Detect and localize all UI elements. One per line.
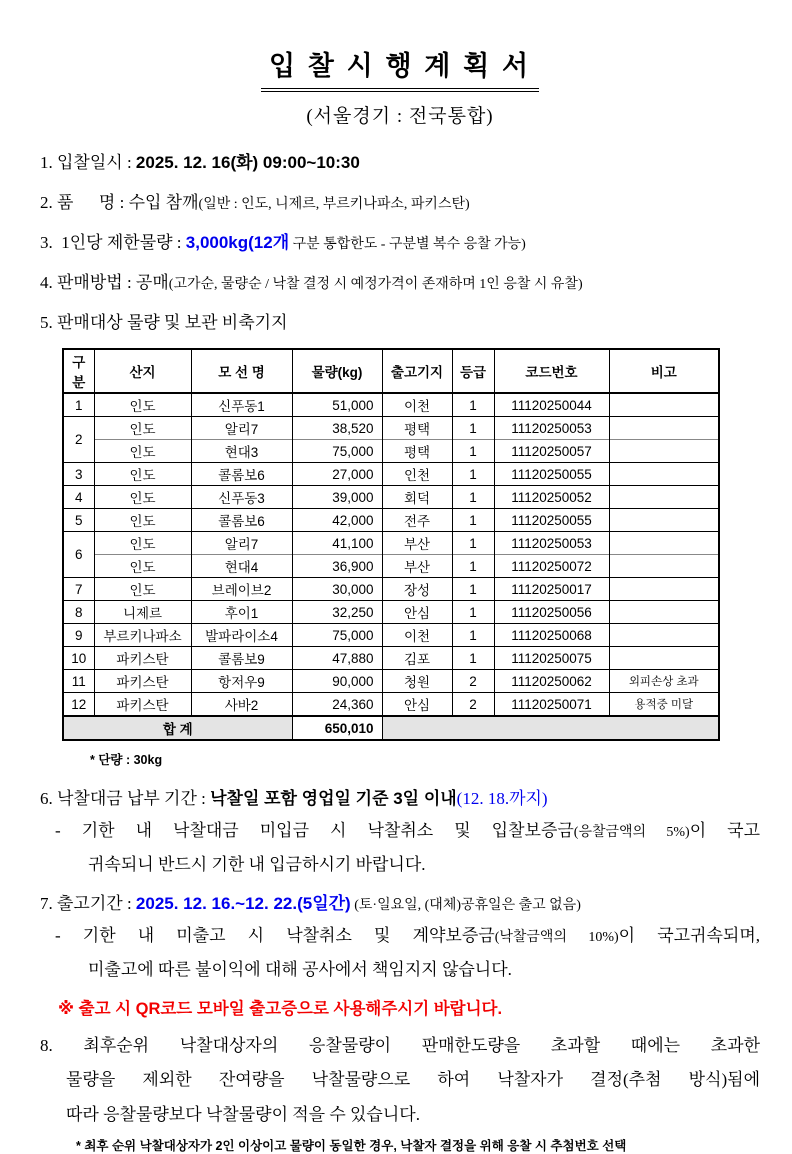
page-subtitle: (서울경기 : 전국통합): [306, 106, 494, 127]
cell-origin: 파키스탄: [94, 647, 191, 670]
total-row: [63, 716, 719, 740]
cell-vessel: 현대3: [191, 440, 292, 463]
numbered-list: [40, 148, 760, 333]
cell-origin: 인도: [94, 393, 191, 417]
cell-gubun: 9: [63, 624, 94, 647]
cell-note: [609, 532, 719, 555]
cell-gubun: 10: [63, 647, 94, 670]
cell-code: 11120250053: [494, 417, 609, 440]
col-header-grade: 등급: [452, 349, 494, 393]
item1-label: 1. 입찰일시 :: [40, 153, 136, 172]
item8-line3: 따라 응찰물량보다 낙찰물량이 적을 수 있습니다.: [66, 1104, 420, 1124]
item7-sub-post: 이 국고귀속되며,: [618, 926, 760, 946]
cell-note: 용적중 미달: [609, 693, 719, 717]
plan-table: [62, 348, 720, 741]
total-qty-cell: 650,010: [292, 716, 382, 740]
table-row: [63, 486, 719, 509]
cell-note: [609, 624, 719, 647]
item6-label: 6. 낙찰대금 납부 기간 :: [40, 789, 211, 808]
cell-origin: 인도: [94, 509, 191, 532]
table-row: [63, 624, 719, 647]
cell-gubun: 11: [63, 670, 94, 693]
cell-code: 11120250072: [494, 555, 609, 578]
item7-sub-line2: 미출고에 따른 불이익에 대해 공사에서 책임지지 않습니다.: [88, 959, 512, 979]
cell-code: 11120250068: [494, 624, 609, 647]
item3-highlight: 3,000kg(12개: [185, 233, 290, 252]
cell-grade: 1: [452, 463, 494, 486]
item7-sub-paren: (낙찰금액의 10%): [494, 930, 619, 946]
cell-origin: 인도: [94, 440, 191, 463]
cell-depot: 회덕: [382, 486, 452, 509]
cell-qty: 47,880: [292, 647, 382, 670]
total-empty-cell: [382, 716, 719, 740]
col-header-gubun: 구분: [63, 349, 94, 393]
cell-grade: 1: [452, 440, 494, 463]
table-row: [63, 509, 719, 532]
cell-gubun: 7: [63, 578, 94, 601]
cell-note: [609, 601, 719, 624]
table-row: [63, 601, 719, 624]
item7-sub-pre: - 기한 내 미출고 시 낙찰취소 및 계약보증금: [55, 926, 495, 946]
cell-grade: 1: [452, 624, 494, 647]
col-header-code: 코드번호: [494, 349, 609, 393]
cell-gubun: 6: [63, 532, 94, 578]
cell-note: [609, 486, 719, 509]
item7-dates: 2025. 12. 16.~12. 22.(5일간): [135, 894, 351, 914]
table-row: [63, 578, 719, 601]
cell-note: 외피손상 초과: [609, 670, 719, 693]
cell-grade: 2: [452, 670, 494, 693]
item-limit-per-person: [40, 228, 760, 253]
cell-vessel: 알리7: [191, 417, 292, 440]
cell-depot: 청원: [382, 670, 452, 693]
cell-qty: 36,900: [292, 555, 382, 578]
table-row: [63, 463, 719, 486]
cell-grade: 1: [452, 555, 494, 578]
cell-grade: 1: [452, 532, 494, 555]
item6-sub-pre: - 기한 내 낙찰대금 미입금 시 낙찰취소 및 입찰보증금: [55, 821, 574, 840]
lower-sections: [40, 784, 760, 1154]
cell-depot: 이천: [382, 624, 452, 647]
cell-qty: 90,000: [292, 670, 382, 693]
cell-origin: 부르키나파소: [94, 624, 191, 647]
cell-grade: 2: [452, 693, 494, 717]
item-sale-method: [40, 268, 760, 293]
cell-note: [609, 647, 719, 670]
cell-vessel: 항저우9: [191, 670, 292, 693]
table-row: [63, 532, 719, 555]
cell-depot: 장성: [382, 578, 452, 601]
cell-grade: 1: [452, 647, 494, 670]
cell-grade: 1: [452, 486, 494, 509]
plan-table-body: [63, 393, 719, 716]
item-product-name: [40, 188, 760, 213]
table-row: [63, 393, 719, 417]
item8-line2: 물량을 제외한 잔여량을 낙찰물량으로 하여 낙찰자가 결정(추첨 방식)됨에: [66, 1070, 760, 1090]
cell-grade: 1: [452, 417, 494, 440]
item8-line1: 8. 최후순위 낙찰대상자의 응찰물량이 판매한도량을 초과할 때에는 초과한: [40, 1035, 760, 1055]
cell-gubun: 3: [63, 463, 94, 486]
item1-value: 2025. 12. 16(화) 09:00~10:30: [135, 153, 360, 172]
item5-label: 5. 판매대상 물량 및 보관 비축기지: [40, 313, 288, 332]
cell-origin: 니제르: [94, 601, 191, 624]
cell-qty: 51,000: [292, 393, 382, 417]
cell-gubun: 8: [63, 601, 94, 624]
cell-qty: 32,250: [292, 601, 382, 624]
cell-code: 11120250044: [494, 393, 609, 417]
cell-note: [609, 578, 719, 601]
cell-depot: 부산: [382, 532, 452, 555]
cell-depot: 인천: [382, 463, 452, 486]
col-header-origin: 산지: [94, 349, 191, 393]
cell-vessel: 사바2: [191, 693, 292, 717]
unit-note: * 단량 : 30kg: [90, 753, 163, 767]
cell-code: 11120250052: [494, 486, 609, 509]
section-payment-period: [40, 784, 760, 877]
cell-vessel: 신푸동1: [191, 393, 292, 417]
qr-code-notice: ※ 출고 시 QR코드 모바일 출고증으로 사용해주시기 바랍니다.: [58, 999, 503, 1018]
table-row: [63, 417, 719, 440]
cell-depot: 부산: [382, 555, 452, 578]
item4-label: 4. 판매방법 :: [40, 273, 136, 292]
col-header-vessel: 모 선 명: [191, 349, 292, 393]
cell-note: [609, 393, 719, 417]
cell-code: 11120250075: [494, 647, 609, 670]
item6-sub-line2: 귀속되니 반드시 기한 내 입금하시기 바랍니다.: [88, 854, 426, 874]
col-header-qty: 물량(kg): [292, 349, 382, 393]
cell-qty: 39,000: [292, 486, 382, 509]
cell-origin: 인도: [94, 555, 191, 578]
item-bid-datetime: [40, 148, 760, 173]
cell-code: 11120250071: [494, 693, 609, 717]
cell-vessel: 브레이브2: [191, 578, 292, 601]
item2-paren: (일반 : 인도, 니제르, 부르키나파소, 파키스탄): [198, 197, 470, 212]
cell-gubun: 4: [63, 486, 94, 509]
item6-deadline: (12. 18.까지): [456, 789, 548, 808]
cell-qty: 24,360: [292, 693, 382, 717]
cell-origin: 인도: [94, 417, 191, 440]
item-sale-targets: [40, 308, 760, 333]
cell-grade: 1: [452, 578, 494, 601]
cell-vessel: 콜롬보6: [191, 509, 292, 532]
cell-depot: 안심: [382, 601, 452, 624]
total-label-cell: 합 계: [63, 716, 292, 740]
item7-paren: (토·일요일, (대체)공휴일은 출고 없음): [350, 898, 581, 914]
cell-qty: 38,520: [292, 417, 382, 440]
cell-depot: 평택: [382, 417, 452, 440]
cell-vessel: 콜롬보6: [191, 463, 292, 486]
plan-table-wrap: [62, 348, 760, 768]
item2-label: 2. 품 명 :: [40, 193, 129, 212]
cell-qty: 75,000: [292, 624, 382, 647]
page-title: 입 찰 시 행 계 획 서: [261, 44, 539, 92]
table-row: [63, 440, 719, 463]
cell-code: 11120250053: [494, 532, 609, 555]
cell-origin: 인도: [94, 532, 191, 555]
section-release-period: [40, 889, 760, 1018]
cell-note: [609, 463, 719, 486]
cell-depot: 김포: [382, 647, 452, 670]
cell-qty: 42,000: [292, 509, 382, 532]
cell-note: [609, 509, 719, 532]
cell-vessel: 현대4: [191, 555, 292, 578]
item6-sub-line1: [40, 819, 760, 844]
cell-depot: 전주: [382, 509, 452, 532]
item4-paren: (고가순, 물량순 / 낙찰 결정 시 예정가격이 존재하며 1인 응찰 시 유찰): [168, 277, 583, 292]
cell-note: [609, 555, 719, 578]
col-header-depot: 출고기지: [382, 349, 452, 393]
cell-qty: 27,000: [292, 463, 382, 486]
cell-origin: 인도: [94, 463, 191, 486]
cell-depot: 이천: [382, 393, 452, 417]
cell-depot: 안심: [382, 693, 452, 717]
section-overbid-rule: [40, 1033, 760, 1154]
table-header-row: [63, 349, 719, 393]
table-row: [63, 555, 719, 578]
cell-vessel: 신푸동3: [191, 486, 292, 509]
cell-origin: 인도: [94, 486, 191, 509]
title-block: [40, 44, 760, 92]
cell-gubun: 12: [63, 693, 94, 717]
col-header-note: 비고: [609, 349, 719, 393]
item6-sub-paren: (응찰금액의 5%): [573, 825, 690, 840]
cell-code: 11120250062: [494, 670, 609, 693]
item8-footnote: * 최후 순위 낙찰대상자가 2인 이상이고 물량이 동일한 경우, 낙찰자 결정을 위해 응찰 시 추첨번호 선택: [76, 1139, 627, 1154]
cell-note: [609, 440, 719, 463]
cell-code: 11120250055: [494, 509, 609, 532]
cell-code: 11120250055: [494, 463, 609, 486]
cell-qty: 41,100: [292, 532, 382, 555]
item7-sub-line1: [40, 924, 760, 949]
cell-note: [609, 417, 719, 440]
cell-origin: 파키스탄: [94, 693, 191, 717]
cell-grade: 1: [452, 509, 494, 532]
cell-gubun: 5: [63, 509, 94, 532]
cell-vessel: 콜롬보9: [191, 647, 292, 670]
cell-code: 11120250017: [494, 578, 609, 601]
item4-value: 공매: [135, 273, 169, 292]
table-row: [63, 670, 719, 693]
cell-code: 11120250057: [494, 440, 609, 463]
cell-code: 11120250056: [494, 601, 609, 624]
cell-origin: 파키스탄: [94, 670, 191, 693]
item6-bold: 낙찰일 포함 영업일 기준 3일 이내: [210, 789, 457, 808]
item3-paren: 구분 통합한도 - 구분별 복수 응찰 가능): [289, 237, 526, 252]
item2-value: 수입 참깨: [128, 193, 199, 212]
cell-vessel: 알리7: [191, 532, 292, 555]
table-row: [63, 693, 719, 717]
cell-origin: 인도: [94, 578, 191, 601]
cell-depot: 평택: [382, 440, 452, 463]
table-row: [63, 647, 719, 670]
cell-gubun: 1: [63, 393, 94, 417]
cell-vessel: 발파라이소4: [191, 624, 292, 647]
cell-qty: 30,000: [292, 578, 382, 601]
cell-grade: 1: [452, 393, 494, 417]
cell-qty: 75,000: [292, 440, 382, 463]
cell-grade: 1: [452, 601, 494, 624]
item7-label: 7. 출고기간 :: [40, 894, 136, 914]
item6-sub-post: 이 국고: [689, 821, 760, 840]
item3-label: 3. 1인당 제한물량 :: [40, 233, 186, 252]
cell-gubun: 2: [63, 417, 94, 463]
cell-vessel: 후이1: [191, 601, 292, 624]
